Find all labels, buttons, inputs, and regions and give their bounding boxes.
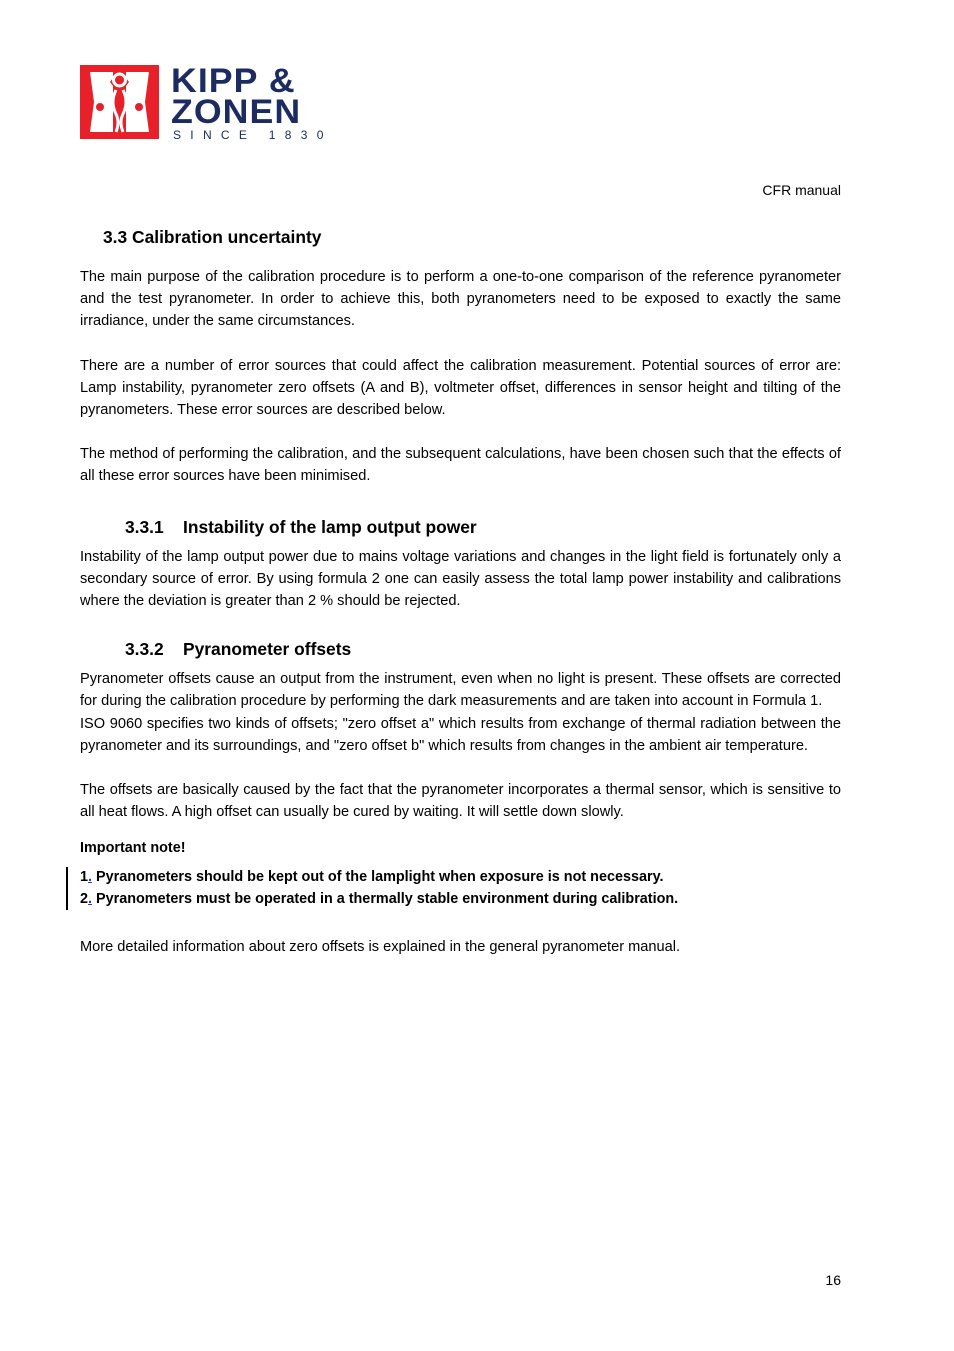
subsection-2-paragraph-1: Pyranometer offsets cause an output from the instrument, even when no light is present. These offsets are corrected for during the calibration procedure by performing the dark measurements and are taken into account in Formula 1. (80, 671, 841, 710)
closing-paragraph: More detailed information about zero offsets is explained in the general pyranometer manual. (80, 938, 681, 955)
note-number: 1 (80, 868, 89, 885)
subsection-title-3-3-1 (80, 516, 841, 538)
subsection-heading: Instability of the lamp output power (183, 516, 477, 537)
logo-tagline: SINCE 1830 (173, 128, 333, 142)
logo-line-1: KIPP & (171, 62, 296, 100)
subsection-2-paragraph-2: ISO 9060 specifies two kinds of offsets; "zero offset a" which results from exchange of thermal radiation between the pyranometer and its surroundings, and "zero offset b" which results from changes in the ambient air temperature. (80, 715, 841, 754)
kipp-zonen-logo (80, 62, 342, 144)
note-text: Pyranometers should be kept out of the lamplight when exposure is not necessary. (92, 868, 664, 885)
kipp-zonen-emblem-icon (80, 62, 159, 142)
subsection-2-paragraph-3: The offsets are basically caused by the fact that the pyranometer incorporates a thermal sensor, which is sensitive to all heat flows. A high offset can usually be cured by waiting. It will settle down slowly. (80, 782, 841, 821)
section-title: 3.3 Calibration uncertainty (103, 227, 322, 247)
change-bar (66, 867, 68, 910)
subsection-heading: Pyranometer offsets (183, 639, 352, 660)
logo-line-2: ZONEN (171, 93, 302, 131)
note-item (80, 866, 841, 888)
note-separator: . (88, 868, 93, 885)
note-text: Pyranometers must be operated in a thermally stable environment during calibration. (92, 890, 679, 907)
note-number: 2 (80, 890, 89, 907)
subsection-number: 3.3.1 (125, 516, 164, 537)
note-separator: . (88, 890, 93, 907)
section-paragraph-2: There are a number of error sources that could affect the calibration measurement. Potential sources of error are: Lamp instability, pyranometer zero offsets (A and B), voltmeter offset, differences in sensor height and tilting of the pyranometers. These error sources are described below. (80, 357, 841, 419)
important-note-title: Important note! (80, 840, 186, 857)
note-item (80, 888, 841, 910)
important-note-list (80, 866, 841, 910)
subsection-number: 3.3.2 (125, 639, 164, 660)
subsection-title-3-3-2 (80, 638, 841, 660)
logo-wordmark (171, 62, 342, 144)
subsection-1-paragraph: Instability of the lamp output power due to mains voltage variations and changes in the light field is fortunately only a secondary source of error. By using formula 2 one can easily assess the total lamp power instability and calibrations where the deviation is greater than 2 % should be rejected. (80, 548, 841, 610)
page-content (80, 226, 841, 958)
section-paragraph-1: The main purpose of the calibration procedure is to perform a one-to-one comparison of the reference pyranometer and the test pyranometer. In order to achieve this, both pyranometers need to be exposed to exactly the same irradiance, under the same circumstances. (80, 269, 841, 330)
page-number: 16 (825, 1272, 841, 1288)
document-name: CFR manual (762, 182, 841, 198)
section-paragraph-3: The method of performing the calibration, and the subsequent calculations, have been chosen such that the effects of all these error sources have been minimised. (80, 446, 841, 485)
